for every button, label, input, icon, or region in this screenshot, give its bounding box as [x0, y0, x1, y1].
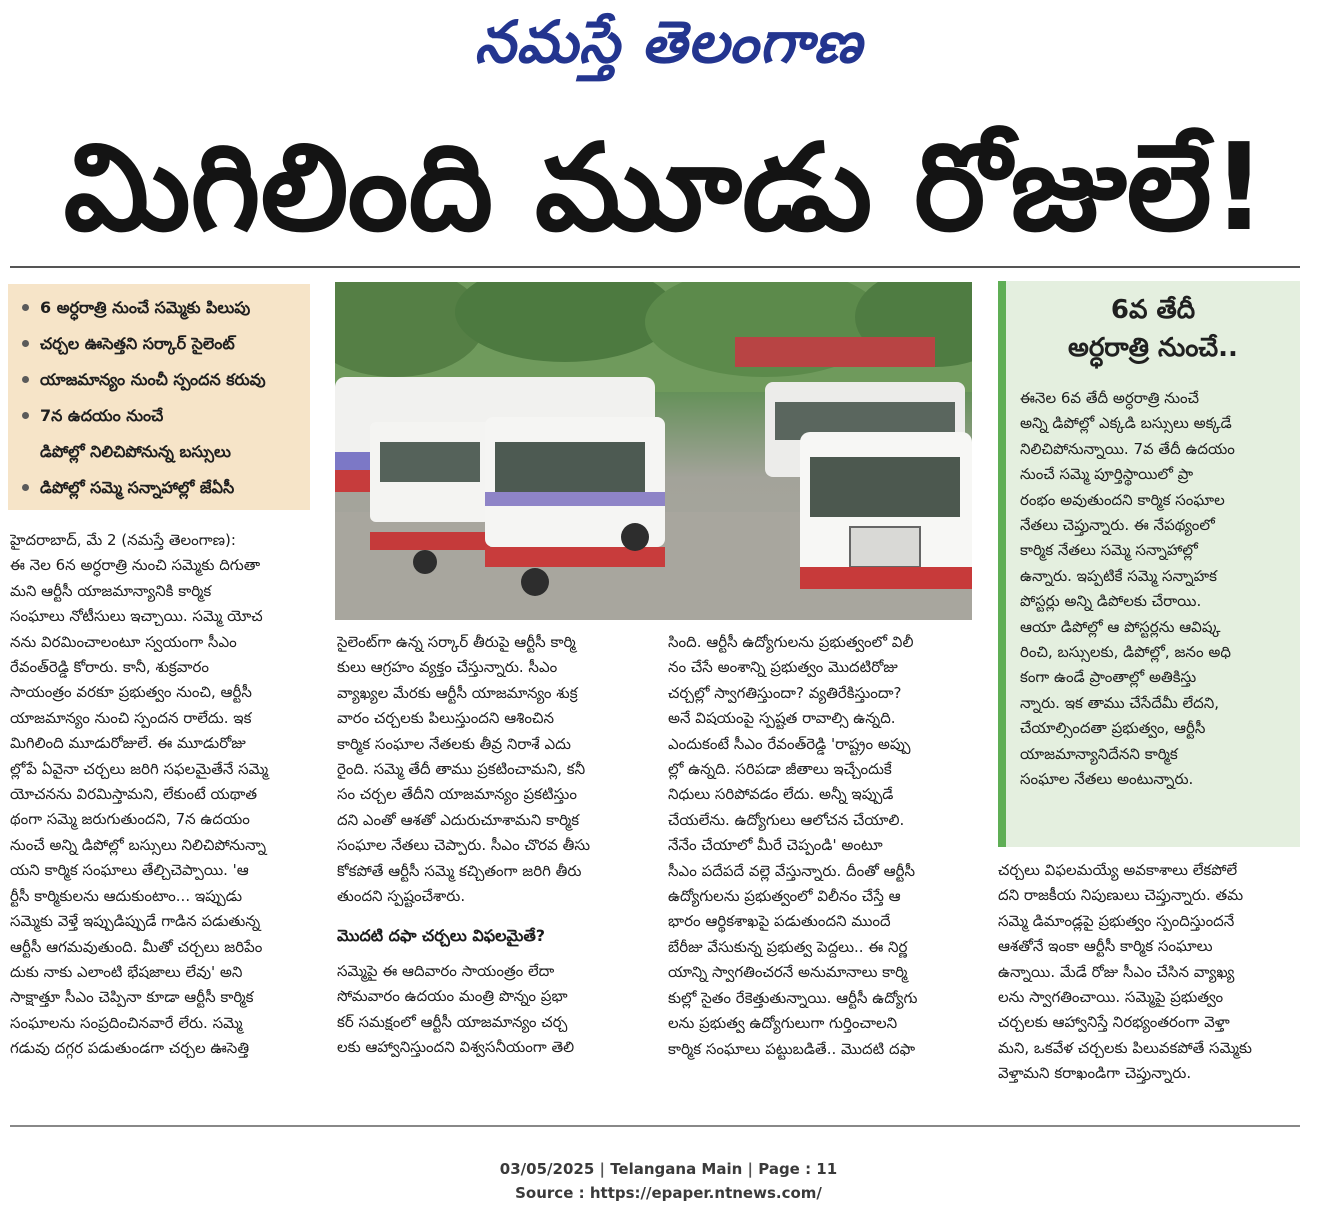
sidebar-body: ఈనెల 6వ తేదీ అర్ధరాత్రి నుంచే అన్ని డిపోల్లో ఎక్కడి బస్సులు అక్కడే నిలిచిపోనున్నాయి. 7వ తేదీ ఉదయం నుంచే సమ్మె పూర్తిస్థాయిలో ప్రా రంభం అవుతుందని కార్మిక సంఘాల నేతలు చెప్తున్నారు. ఈ నేపథ్యంలో కార్మిక నేతలు సమ్మె సన్నాహాల్లో ఉన్నారు. ఇప్పటికే సమ్మె సన్నాహక పోస్టర్లు అన్ని డిపోలకు చేరాయి. ఆయా డిపోల్లో ఆ పోస్టర్లను ఆవిష్క రించి, బస్సులకు, డిపోల్లో, జనం అధి కంగా ఉండే ప్రాంతాల్లో అతికిస్తు న్నారు. ఇక తాము చేసేదేమీ లేదని, చేయాల్సిందతా ప్రభుత్వం, ఆర్టీసీ యాజమాన్యానిదేనని కార్మిక సంఘాల నేతలు అంటున్నారు.	[1020, 389, 1235, 789]
headline: మిగిలింది మూడు రోజులే!	[63, 119, 1267, 258]
highlight-item: యాజమాన్యం నుంచీ స్పందన కరువు	[18, 362, 306, 398]
footer-source	[0, 1184, 1337, 1202]
sidebar-box	[998, 281, 1300, 847]
highlight-item: 7న ఉదయం నుంచే	[18, 398, 306, 434]
bullet-icon	[22, 340, 29, 347]
footer-source-label: Source :	[515, 1184, 585, 1202]
article-column-2: సైలెంట్‌గా ఉన్న సర్కార్ తీరుపై ఆర్టీసీ కార్మి కులు ఆగ్రహం వ్యక్తం చేస్తున్నారు. సీఎం వ్యాఖ్యల మేరకు ఆర్టీసీ యాజమాన్యం శుక్ర వారం చర్చలకు పిలుస్తుందని ఆశించిన కార్మిక సంఘాల నేతలకు తీవ్ర నిరాశే ఎదు రైంది. సమ్మె తేదీ తాము ప్రకటించామని, కనీ సం చర్చల తేదీని యాజమాన్యం ప్రకటిస్తుం దని ఎంతో ఆశతో ఎదురుచూశామని కార్మిక సంఘాల నేతలు చెప్పారు. సీఎం చొరవ తీసు కోకపోతే ఆర్టీసీ సమ్మె కచ్చితంగా జరిగి తీరు తుందని స్పష్టంచేశారు. మొదటి దఫా చర్చలు విఫలమైతే? సమ్మెపై ఈ ఆదివారం సాయంత్రం లేదా సోమవారం ఉదయం మంత్రి పొన్నం ప్రభా కర్ సమక్షంలో ఆర్టీసీ యాజమాన్యం చర్చ లకు ఆహ్వానిస్తుందని విశ్వసనీయంగా తెలి	[337, 630, 642, 1061]
sidebar-title: 6వ తేదీ అర్ధరాత్రి నుంచే..	[1068, 295, 1238, 363]
highlights-box	[8, 284, 310, 510]
footer-edition: Telangana Main	[610, 1160, 743, 1178]
masthead-logo: నమస్తే తెలంగాణ	[474, 8, 863, 76]
bus-depot-illustration	[335, 282, 972, 620]
footer-page: Page : 11	[758, 1160, 838, 1178]
highlight-item: చర్చల ఊసెత్తని సర్కార్ సైలెంట్	[18, 326, 306, 362]
section-subheading: మొదటి దఫా చర్చలు విఫలమైతే?	[337, 926, 546, 946]
footer-separator: |	[599, 1160, 611, 1178]
footer-date: 03/05/2025	[499, 1160, 595, 1178]
highlight-item: డిపోల్లో సమ్మె సన్నాహాల్లో జేఏసీ	[18, 470, 306, 506]
footer-meta	[0, 1160, 1337, 1178]
divider	[10, 1125, 1300, 1127]
highlight-item: 6 అర్ధరాత్రి నుంచే సమ్మెకు పిలుపు	[18, 290, 306, 326]
highlight-item-continued: డిపోల్లో నిలిచిపోనున్న బస్సులు	[40, 442, 231, 461]
article-column-1: హైదరాబాద్, మే 2 (నమస్తే తెలంగాణ): ఈ నెల 6న అర్ధరాత్రి నుంచి సమ్మెకు దిగుతా మని ఆర్టీసీ యాజమాన్యానికి కార్మిక సంఘాలు నోటీసులు ఇచ్చాయి. సమ్మె యోచ నను విరమించాలంటూ స్వయంగా సీఎం రేవంత్‌రెడ్డి కోరారు. కానీ, శుక్రవారం సాయంత్రం వరకూ ప్రభుత్వం నుంచి, ఆర్టీసీ యాజమాన్యం నుంచి స్పందన రాలేదు. ఇక మిగిలింది మూడురోజులే. ఈ మూడురోజు ల్లోపే ఏవైనా చర్చలు జరిగి సఫలమైతేనే సమ్మె యోచనను విరమిస్తామని, లేకుంటే యథాత థంగా సమ్మె జరుగుతుందని, 7న ఉదయం నుంచే అన్ని డిపోల్లో బస్సులు నిలిచిపోనున్నా యని కార్మిక సంఘాలు తేల్చిచెప్పాయి. 'ఆ ర్టీసీ కార్మికులను ఆదుకుంటాం... ఇప్పుడు సమ్మెకు వెళ్తే ఇప్పుడిప్పుడే గాడిన పడుతున్న ఆర్టీసీ ఆగమవుతుంది. మీతో చర్చలు జరిపేం దుకు నాకు ఎలాంటి భేషజాలు లేవు' అని సాక్షాత్తూ సీఎం చెప్పినా కూడా ఆర్టీసీ కార్మిక సంఘాలను సంప్రదించినవారే లేరు. సమ్మె గడువు దగ్గర పడుతుండగా చర్చల ఊసెత్తి	[10, 531, 269, 1058]
footer-source-link[interactable]: https://epaper.ntnews.com/	[589, 1184, 822, 1202]
article-column-3: సింది. ఆర్టీసీ ఉద్యోగులను ప్రభుత్వంలో విలీ నం చేసే అంశాన్ని ప్రభుత్వం మొదటిరోజు చర్చల్లో స్వాగతిస్తుందా? వ్యతిరేకిస్తుందా? అనే విషయంపై స్పష్టత రావాల్సి ఉన్నది. ఎందుకంటే సీఎం రేవంత్‌రెడ్డి 'రాష్ట్రం అప్పు ల్లో ఉన్నది. సరిపడా జీతాలు ఇచ్చేందుకే నిధులు సరిపోవడం లేదు. అన్నీ ఇప్పుడే చేయలేను. ఉద్యోగులు ఆలోచన చేయాలి. నేనేం చేయాలో మీరే చెప్పండి' అంటూ సీఎం పదేపదే వల్లె వేస్తున్నారు. దీంతో ఆర్టీసీ ఉద్యోగులను ప్రభుత్వంలో విలీనం చేస్తే ఆ భారం ఆర్థికశాఖపై పడుతుందని ముందే బేరీజు వేసుకున్న ప్రభుత్వ పెద్దలు.. ఈ నిర్ణ యాన్ని స్వాగతించరనే అనుమానాలు కార్మి కుల్లో సైతం రేకెత్తుతున్నాయి. ఆర్టీసీ ఉద్యోగు లను ప్రభుత్వ ఉద్యోగులుగా గుర్తించాలని కార్మిక సంఘాలు పట్టుబడితే.. మొదటి దఫా	[668, 633, 918, 1058]
bullet-icon	[22, 412, 29, 419]
bus-depot-photo	[335, 282, 972, 620]
article-column-4: చర్చలు విఫలమయ్యే అవకాశాలు లేకపోలే దని రాజకీయ నిపుణులు చెప్తున్నారు. తమ సమ్మె డిమాండ్లపై ప్రభుత్వం స్పందిస్తుందనే ఆశతోనే ఇంకా ఆర్టీసీ కార్మిక సంఘాలు ఉన్నాయి. మేడే రోజు సీఎం చేసిన వ్యాఖ్య లను స్వాగతించాయి. సమ్మెపై ప్రభుత్వం చర్చలకు ఆహ్వానిస్తే నిరభ్యంతరంగా వెళ్తా మని, ఒకవేళ చర్చలకు పిలువకపోతే సమ్మెకు వెళ్తామని కరాఖండిగా చెప్తున్నారు.	[998, 861, 1252, 1083]
bullet-icon	[22, 484, 29, 491]
bullet-icon	[22, 376, 29, 383]
divider	[10, 266, 1300, 268]
footer-separator: |	[747, 1160, 759, 1178]
bullet-icon	[22, 304, 29, 311]
